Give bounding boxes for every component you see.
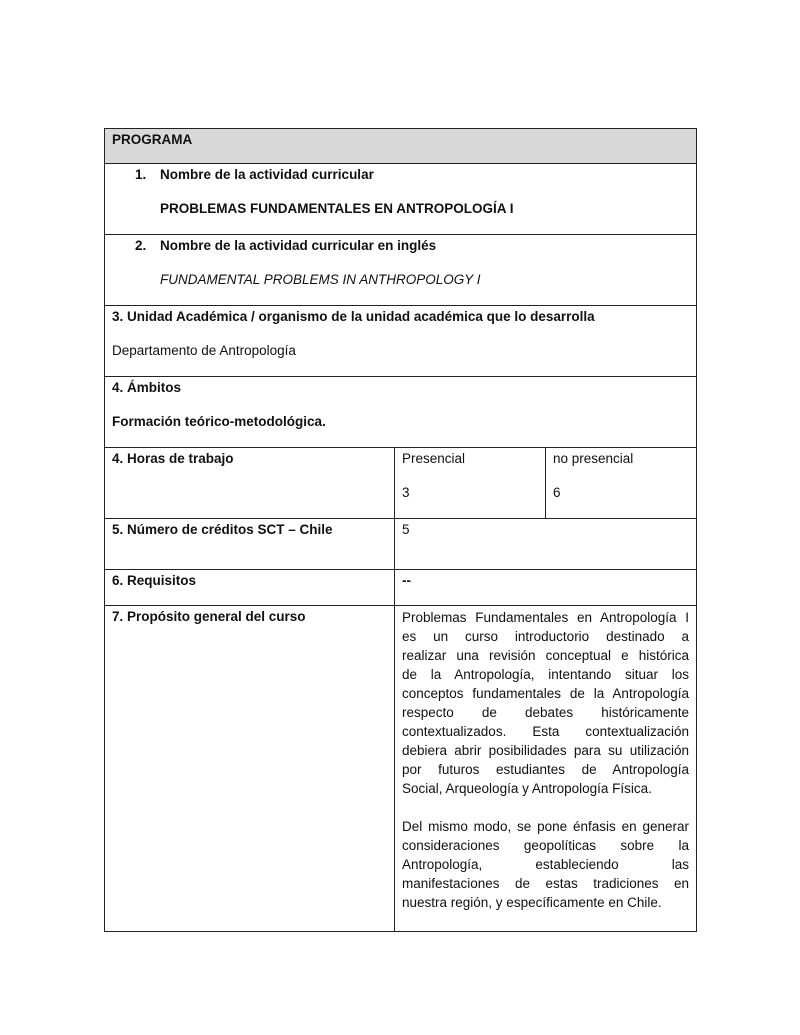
section-title: 6. Requisitos <box>112 573 197 588</box>
course-name-english: FUNDAMENTAL PROBLEMS IN ANTHROPOLOGY I <box>160 272 481 287</box>
no-presencial-label: no presencial <box>553 451 634 466</box>
section-title: 5. Número de créditos SCT – Chile <box>112 522 333 537</box>
creditos-value: 5 <box>402 522 410 537</box>
text-line: de la Antropología, intentando situar los <box>402 667 689 682</box>
text-line: contextualizados. Esta contextualización <box>402 724 689 739</box>
proposito-value-cell <box>394 605 697 932</box>
text-line: manifestaciones de estas tradiciones en <box>402 876 689 891</box>
section-1 <box>104 163 697 235</box>
text-line: consideraciones geopolíticas sobre la <box>402 838 689 853</box>
text-line: nuestra región, y específicamente en Chile. <box>402 895 662 910</box>
header-programa <box>104 128 697 164</box>
requisitos-label-cell <box>104 569 395 606</box>
section-title: 4. Ámbitos <box>112 380 182 395</box>
proposito-paragraph-1 <box>402 608 689 798</box>
no-presencial-value: 6 <box>553 485 561 500</box>
no-presencial-cell <box>545 447 697 519</box>
text-line: Antropología, estableciendo las <box>402 857 689 872</box>
header-label: PROGRAMA <box>112 132 193 147</box>
text-line: Problemas Fundamentales en Antropología I <box>402 610 689 625</box>
text-line: Del mismo modo, se pone énfasis en generar <box>402 819 689 834</box>
presencial-cell <box>394 447 546 519</box>
requisitos-value: -- <box>402 573 411 588</box>
text-line: debiera abrir posibilidades para su utilización <box>402 743 689 758</box>
requisitos-value-cell <box>394 569 697 606</box>
ambitos-value: Formación teórico-metodológica. <box>112 414 326 429</box>
section-title: 4. Horas de trabajo <box>112 451 234 466</box>
creditos-label-cell <box>104 518 395 570</box>
creditos-value-cell <box>394 518 697 570</box>
presencial-value: 3 <box>402 485 410 500</box>
course-name: PROBLEMAS FUNDAMENTALES EN ANTROPOLOGÍA I <box>160 201 514 216</box>
section-2 <box>104 234 697 306</box>
academic-unit: Departamento de Antropología <box>112 343 296 358</box>
proposito-label-cell <box>104 605 395 932</box>
section-3 <box>104 305 697 377</box>
section-title: Nombre de la actividad curricular en inglés <box>160 238 437 253</box>
proposito-paragraph-2 <box>402 817 689 912</box>
text-line: conceptos fundamentales de la Antropología <box>402 686 689 701</box>
section-4 <box>104 376 697 448</box>
section-number: 2. <box>135 238 147 253</box>
text-line: realizar una revisión conceptual e histórica <box>402 648 689 663</box>
text-line: Social, Arqueología y Antropología Física. <box>402 781 652 796</box>
text-line: es un curso introductorio destinado a <box>402 629 689 644</box>
presencial-label: Presencial <box>402 451 466 466</box>
horas-label-cell <box>104 447 395 519</box>
section-title: Nombre de la actividad curricular <box>160 167 374 182</box>
text-line: por futuros estudiantes de Antropología <box>402 762 689 777</box>
section-number: 1. <box>135 167 147 182</box>
text-line: respecto de debates históricamente <box>402 705 689 720</box>
section-title: 7. Propósito general del curso <box>112 609 306 624</box>
section-title: 3. Unidad Académica / organismo de la unidad académica que lo desarrolla <box>112 309 595 324</box>
